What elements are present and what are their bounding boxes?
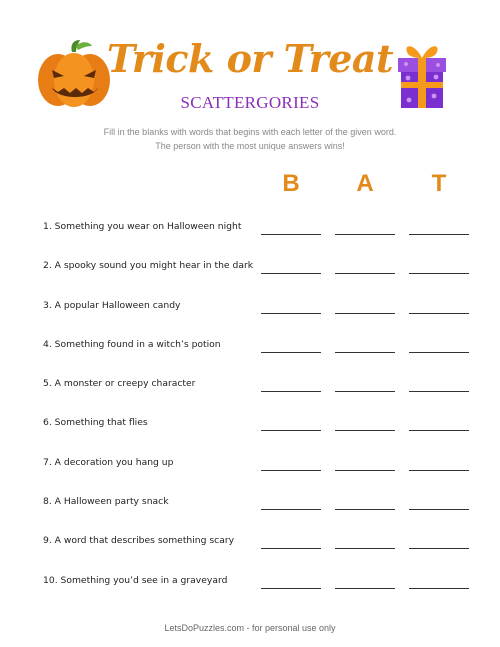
page-subtitle: SCATTERGORIES: [180, 93, 320, 112]
answer-blank-t[interactable]: [409, 430, 469, 431]
answer-blank-t[interactable]: [409, 234, 469, 235]
answer-blank-a[interactable]: [335, 470, 395, 471]
letter-column-2: A: [356, 170, 374, 197]
page-title: Trick or Treat: [106, 36, 394, 81]
answer-blank-b[interactable]: [261, 548, 321, 549]
answer-blank-t[interactable]: [409, 509, 469, 510]
question-text: 9. A word that describes something scary: [43, 535, 235, 547]
answer-blank-b[interactable]: [261, 313, 321, 314]
question-text: 4. Something found in a witch’s potion: [43, 338, 221, 350]
answer-blank-t[interactable]: [409, 391, 469, 392]
question-text: 5. A monster or creepy character: [43, 378, 196, 390]
question-row: [0, 564, 500, 603]
question-text: 10. Something you’d see in a graveyard: [43, 574, 228, 586]
instructions: [0, 125, 500, 153]
question-text: 7. A decoration you hang up: [43, 456, 174, 468]
letter-header-row: [0, 170, 500, 200]
question-text: 8. A Halloween party snack: [43, 496, 169, 508]
answer-blank-a[interactable]: [335, 588, 395, 589]
question-row: [0, 524, 500, 563]
answer-blank-a[interactable]: [335, 234, 395, 235]
letter-column-1: B: [282, 170, 300, 197]
question-row: [0, 210, 500, 249]
answer-blank-a[interactable]: [335, 313, 395, 314]
answer-blank-t[interactable]: [409, 273, 469, 274]
answer-blank-t[interactable]: [409, 588, 469, 589]
answer-blank-a[interactable]: [335, 273, 395, 274]
answer-blank-a[interactable]: [335, 352, 395, 353]
question-row: [0, 485, 500, 524]
answer-blank-a[interactable]: [335, 548, 395, 549]
question-list: [0, 210, 500, 603]
question-row: [0, 367, 500, 406]
answer-blank-a[interactable]: [335, 509, 395, 510]
instructions-line-1: Fill in the blanks with words that begins with each letter of the given word.: [103, 127, 397, 137]
answer-blank-b[interactable]: [261, 588, 321, 589]
question-text: 3. A popular Halloween candy: [43, 299, 181, 311]
letter-column-3: T: [431, 170, 447, 197]
answer-blank-b[interactable]: [261, 430, 321, 431]
question-row: [0, 406, 500, 445]
question-row: [0, 328, 500, 367]
answer-blank-t[interactable]: [409, 313, 469, 314]
answer-blank-t[interactable]: [409, 470, 469, 471]
answer-blank-b[interactable]: [261, 470, 321, 471]
answer-blank-t[interactable]: [409, 548, 469, 549]
instructions-line-2: The person with the most unique answers wins!: [155, 141, 345, 151]
question-row: [0, 446, 500, 485]
footer-credit: LetsDoPuzzles.com - for personal use only: [164, 623, 336, 633]
question-row: [0, 289, 500, 328]
answer-blank-a[interactable]: [335, 430, 395, 431]
question-text: 2. A spooky sound you might hear in the dark: [43, 260, 254, 272]
question-text: 6. Something that flies: [43, 417, 148, 429]
answer-blank-b[interactable]: [261, 273, 321, 274]
answer-blank-b[interactable]: [261, 509, 321, 510]
question-row: [0, 249, 500, 288]
answer-blank-t[interactable]: [409, 352, 469, 353]
answer-blank-b[interactable]: [261, 391, 321, 392]
answer-blank-b[interactable]: [261, 234, 321, 235]
question-text: 1. Something you wear on Halloween night: [43, 221, 242, 232]
answer-blank-a[interactable]: [335, 391, 395, 392]
answer-blank-b[interactable]: [261, 352, 321, 353]
